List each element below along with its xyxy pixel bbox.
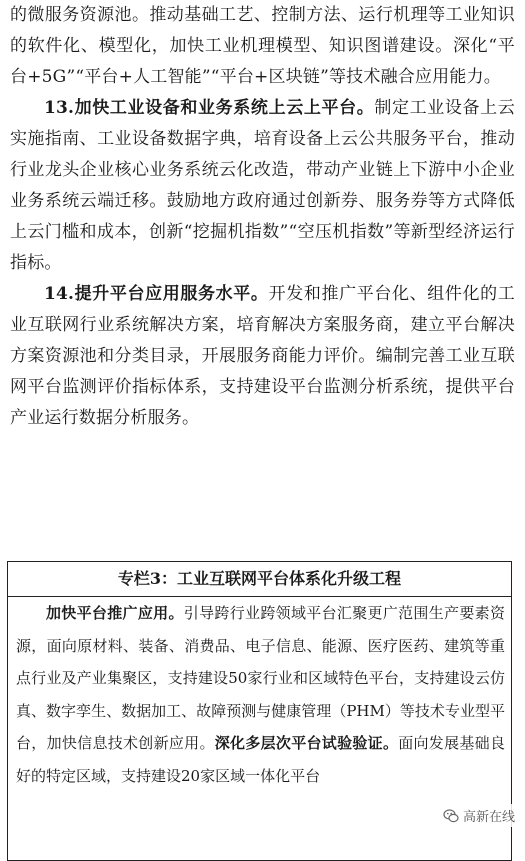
section-14-paragraph — [0, 279, 525, 434]
column-box-body — [8, 597, 511, 792]
section-13-heading: 13.加快工业设备和业务系统上云上平台。 — [44, 98, 375, 118]
section-14-heading: 14.提升平台应用服务水平。 — [44, 284, 269, 304]
section-13-paragraph — [0, 93, 525, 279]
column-box-paragraph — [16, 597, 505, 792]
item-1-heading: 加快平台推广应用。 — [46, 604, 184, 622]
item-1-body: 引导跨行业跨领域平台汇聚更广范围生产要素资源，面向原材料、装备、消费品、电子信息、能源、医疗医药、建筑等重点行业及产业集聚区，支持建设50家行业和区域特色平台，支持建设云仿真、数字孪生、数据加工、故障预测与健康管理（PHM）等技术专业型平台，加快信息技术创新应用。 — [16, 604, 505, 752]
intro-text: 的微服务资源池。推动基础工艺、控制方法、运行机理等工业知识的软件化、模型化，加快工业机理模型、知识图谱建设。深化“平台+5G”“平台+人工智能”“平台+区块链”等技术融合应用能力。 — [10, 5, 515, 87]
column-box — [7, 561, 512, 861]
item-2-heading: 深化多层次平台试验验证。 — [214, 734, 399, 752]
intro-paragraph — [0, 0, 525, 93]
wechat-icon — [443, 808, 459, 824]
section-14-body: 开发和推广平台化、组件化的工业互联网行业系统解决方案，培育解决方案服务商，建立平台解决方案资源池和分类目录，开展服务商能力评价。编制完善工业互联网平台监测评价指标体系，支持建设平台监测分析系统，提供平台产业运行数据分析服务。 — [10, 284, 515, 428]
section-13-body: 制定工业设备上云实施指南、工业设备数据字典，培育设备上云公共服务平台，推动行业龙头企业核心业务系统云化改造，带动产业链上下游中小企业业务系统云端迁移。鼓励地方政府通过创新券、服务券等方式降低上云门槛和成本，创新“挖掘机指数”“空压机指数”等新型经济运行指标。 — [10, 98, 516, 273]
column-box-title: 专栏3：工业互联网平台体系化升级工程 — [8, 562, 511, 597]
watermark — [439, 804, 521, 827]
watermark-text: 高新在线 — [462, 810, 515, 825]
item-2-body: 面向发展基础良好的特定区域，支持建设20家区域一体化平台 — [16, 734, 505, 785]
